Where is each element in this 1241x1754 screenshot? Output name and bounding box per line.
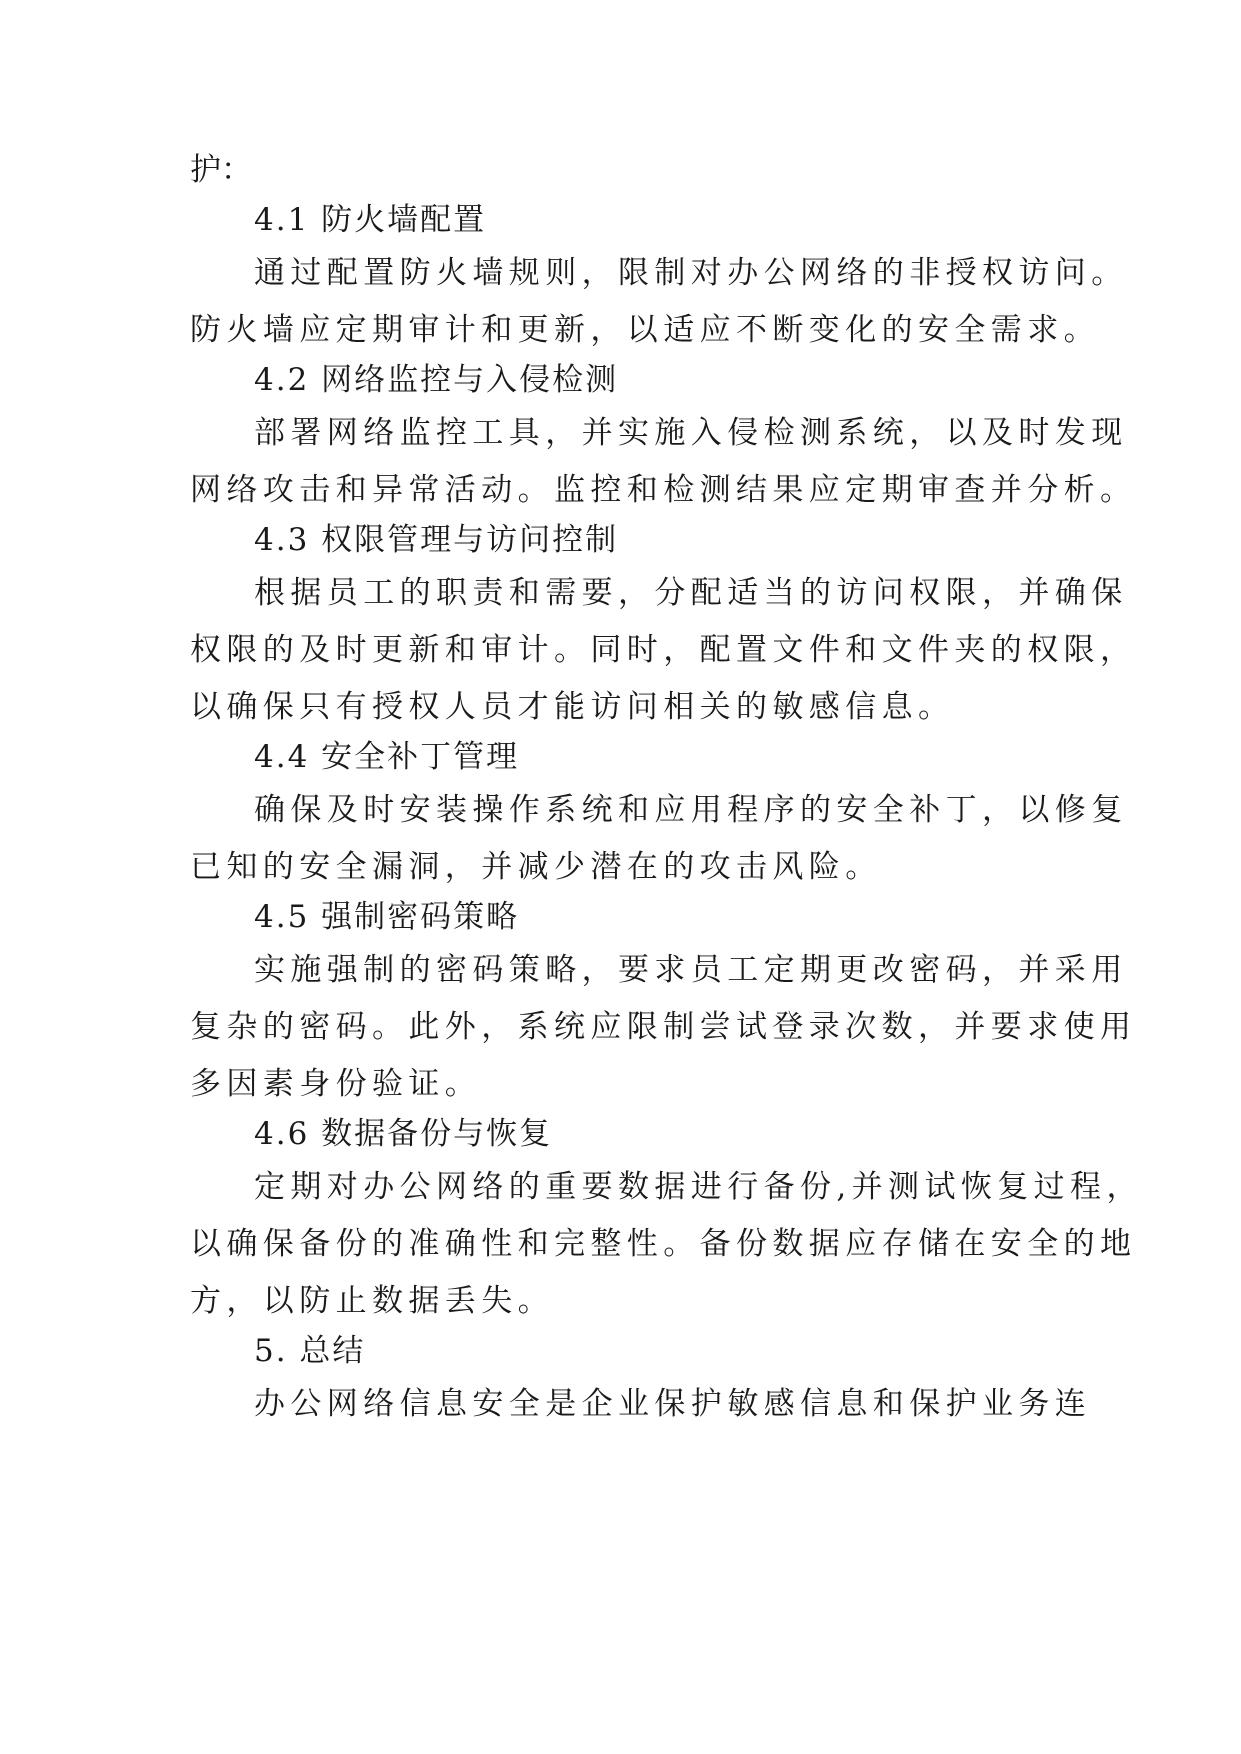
paragraph-line: 方，以防止数据丢失。: [190, 1283, 554, 1319]
section-heading: 4.4 安全补丁管理: [254, 739, 520, 775]
section-heading: 4.6 数据备份与恢复: [254, 1116, 553, 1152]
paragraph-line: 复杂的密码。此外，系统应限制尝试登录次数，并要求使用: [190, 1009, 1137, 1045]
paragraph-line: 确保及时安装操作系统和应用程序的安全补丁，以修复: [254, 792, 1128, 828]
paragraph-line: 以确保备份的准确性和完整性。备份数据应存储在安全的地: [190, 1226, 1137, 1262]
section-heading: 4.3 权限管理与访问控制: [254, 522, 619, 558]
paragraph-line: 防火墙应定期审计和更新，以适应不断变化的安全需求。: [190, 312, 1100, 348]
section-heading: 4.5 强制密码策略: [254, 899, 520, 935]
paragraph-line: 已知的安全漏洞，并减少潜在的攻击风险。: [190, 849, 882, 885]
paragraph-line: 通过配置防火墙规则，限制对办公网络的非授权访问。: [254, 255, 1128, 291]
section-heading: 4.2 网络监控与入侵检测: [254, 362, 619, 398]
paragraph-line: 以确保只有授权人员才能访问相关的敏感信息。: [190, 689, 955, 725]
paragraph-line: 实施强制的密码策略，要求员工定期更改密码，并采用: [254, 952, 1128, 988]
section-heading: 5. 总结: [254, 1333, 366, 1369]
paragraph-line: 定期对办公网络的重要数据进行备份,并测试恢复过程，: [254, 1169, 1143, 1205]
section-heading: 4.1 防火墙配置: [254, 202, 487, 238]
paragraph-line: 办公网络信息安全是企业保护敏感信息和保护业务连: [254, 1386, 1092, 1422]
paragraph-line: 根据员工的职责和需要，分配适当的访问权限，并确保: [254, 575, 1128, 611]
paragraph-line: 多因素身份验证。: [190, 1066, 482, 1102]
paragraph-line: 网络攻击和异常活动。监控和检测结果应定期审查并分析。: [190, 472, 1137, 508]
text-line: 护：: [190, 152, 252, 188]
paragraph-line: 部署网络监控工具，并实施入侵检测系统，以及时发现: [254, 415, 1128, 451]
paragraph-line: 权限的及时更新和审计。同时，配置文件和文件夹的权限，: [190, 632, 1137, 668]
